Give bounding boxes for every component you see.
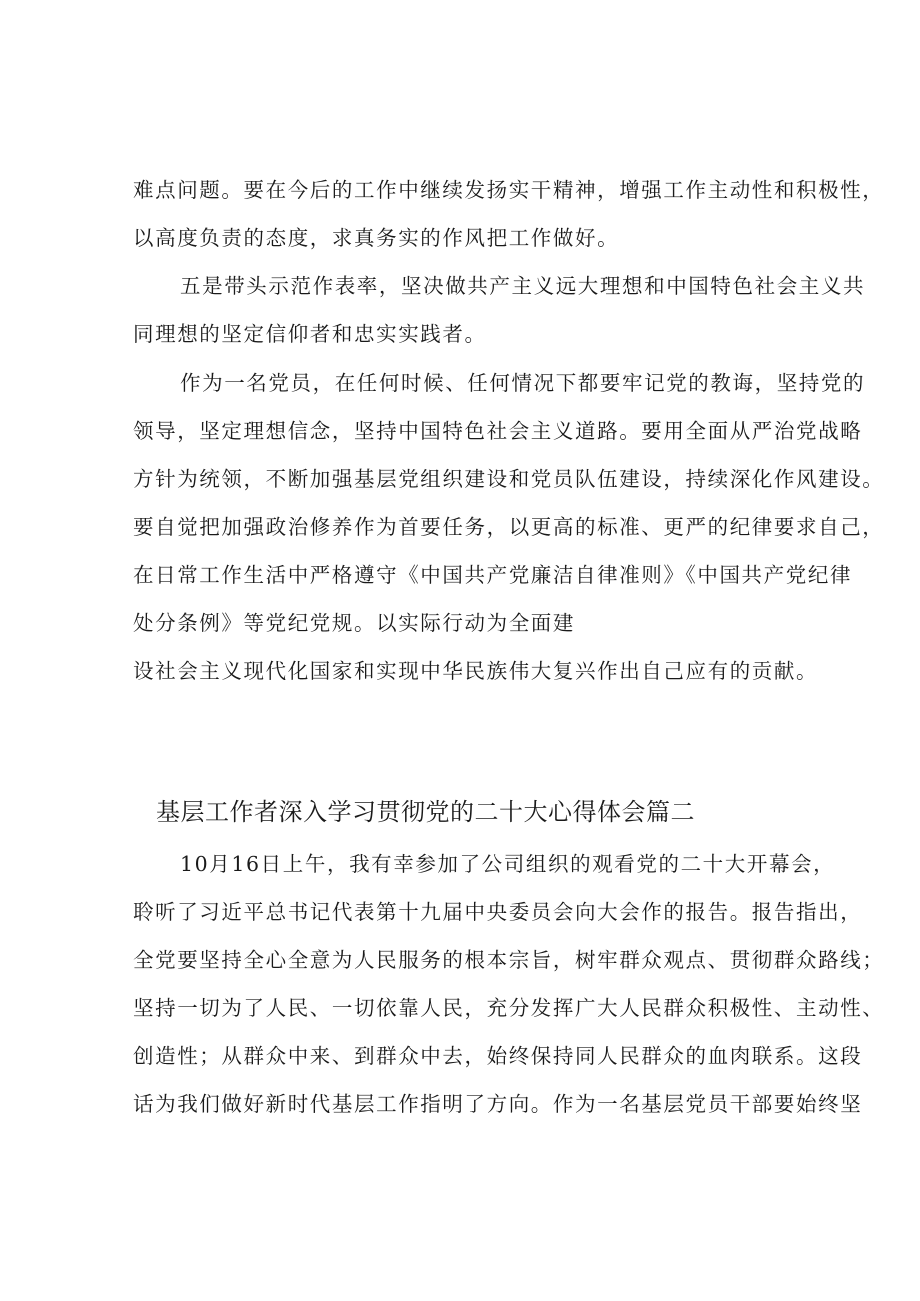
paragraph-line: 要自觉把加强政治修养作为首要任务，以更高的标准、更严的纪律要求自己，: [133, 515, 885, 539]
paragraph-line: 在日常工作生活中严格遵守《中国共产党廉洁自律准则》《中国共产党纪律: [133, 563, 853, 587]
paragraph-line: 五是带头示范作表率，坚决做共产主义远大理想和中国特色社会主义共: [180, 274, 866, 298]
paragraph-line: 全党要坚持全心全意为人民服务的根本宗旨，树牢群众观点、贯彻群众路线；: [133, 948, 885, 972]
paragraph-line: 难点问题。要在今后的工作中继续发扬实干精神，增强工作主动性和积极性，: [133, 178, 885, 202]
paragraph-line: 处分条例》等党纪党规。以实际行动为全面建: [133, 611, 575, 635]
paragraph-line: 同理想的坚定信仰者和忠实实践者。: [133, 322, 487, 346]
paragraph-line: 话为我们做好新时代基层工作指明了方向。作为一名基层党员干部要始终坚: [133, 1092, 863, 1116]
paragraph-line: 以高度负责的态度，求真务实的作风把工作做好。: [133, 226, 620, 250]
paragraph-line: 创造性；从群众中来、到群众中去，始终保持同人民群众的血肉联系。这段: [133, 1044, 863, 1068]
paragraph-line: 坚持一切为了人民、一切依靠人民，充分发挥广大人民群众积极性、主动性、: [133, 996, 885, 1020]
paragraph-line: 方针为统领，不断加强基层党组织建设和党员队伍建设，持续深化作风建设。: [133, 467, 885, 491]
paragraph-line: 聆听了习近平总书记代表第十九届中央委员会向大会作的报告。报告指出，: [133, 900, 863, 924]
paragraph-line: 作为一名党员，在任何时候、任何情况下都要牢记党的教诲，坚持党的: [180, 371, 866, 395]
paragraph-line: 设社会主义现代化国家和实现中华民族伟大复兴作出自己应有的贡献。: [133, 659, 819, 683]
paragraph-line: 领导，坚定理想信念，坚持中国特色社会主义道路。要用全面从严治党战略: [133, 419, 863, 443]
paragraph-line: 10月16日上午，我有幸参加了公司组织的观看党的二十大开幕会，: [180, 852, 836, 876]
section-heading: 基层工作者深入学习贯彻党的二十大心得体会篇二: [156, 798, 695, 826]
